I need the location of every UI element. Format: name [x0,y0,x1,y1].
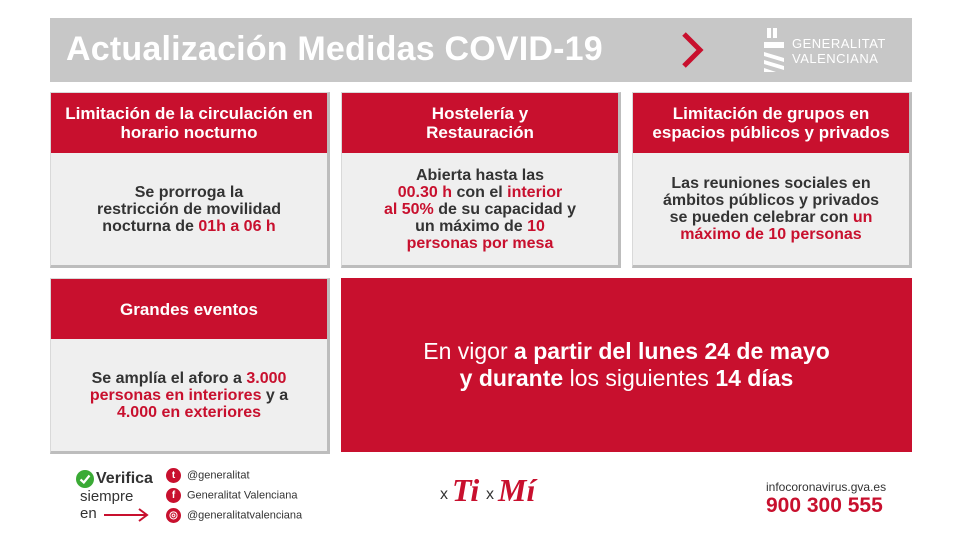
banner-bold: y durante [459,365,564,391]
body-text: nocturna de [102,217,199,235]
card-title-text [652,104,889,142]
card-title-text [426,104,534,142]
body-text: se pueden celebrar con [669,209,853,226]
en-label: en [80,505,97,522]
card-large-events-body [51,339,327,451]
card-groups-title [633,93,909,153]
header-bar [50,18,912,82]
generalitat-logo [762,26,902,76]
body-text: Se amplía el aforo a [91,369,247,387]
banner-text: los siguientes [563,365,716,391]
body-text: Abierta hasta las [415,166,545,184]
slogan-x: x [440,486,448,503]
facebook-handle: Generalitat Valenciana [187,489,298,502]
card-hospitality-title [342,93,618,153]
card-title-text: Limitación de la circulación en horario nocturno [65,104,313,142]
body-text: y a [261,386,289,404]
verify-block [78,466,168,526]
social-twitter[interactable] [166,468,250,483]
instagram-handle: @generalitatvalenciana [187,509,303,522]
card-hospitality [341,92,621,268]
contact-phone[interactable]: 900 300 555 [766,494,883,517]
effective-date-banner [341,278,912,452]
body-highlight: interior [507,183,563,201]
social-instagram[interactable] [166,508,302,523]
generalitat-wordmark [792,36,886,66]
body-highlight: personas por mesa [406,234,554,252]
card-groups-body [633,153,909,265]
siempre-label: siempre [80,488,134,505]
slogan-x: x [486,486,494,503]
slogan-logo [440,470,560,520]
body-text: un máximo de [415,217,528,235]
slogan-mi: Mí [498,472,536,508]
title-line: Hostelería y [431,104,529,123]
page-title: Actualización Medidas COVID-19 [66,30,603,68]
slogan-ti: Ti [452,472,480,508]
arrow-right-icon [104,508,150,522]
contact-url[interactable]: infocoronavirus.gva.es [766,480,887,494]
twitter-handle: @generalitat [187,469,250,482]
social-facebook[interactable] [166,488,297,503]
card-curfew-body [51,153,327,265]
title-line: Limitación de grupos en [672,104,870,123]
banner-bold: a partir del lunes 24 de mayo [514,338,830,364]
body-highlight: 01h a 06 h [198,217,276,235]
body-highlight: 00.30 h [397,183,452,201]
body-text: restricción de movilidad [96,200,282,218]
body-highlight: 10 [527,217,545,235]
generalitat-emblem-icon [762,28,786,74]
body-text: de su capacidad y [433,200,577,218]
card-large-events-title [51,279,327,339]
twitter-icon: t [166,468,181,483]
body-highlight: 3.000 [246,369,287,387]
card-curfew-title [51,93,327,153]
body-text: Se prorroga la [134,183,244,201]
verifica-label: Verifica [96,470,153,487]
card-curfew [50,92,330,268]
body-text: Las reuniones sociales en [671,175,871,192]
check-circle-icon [76,470,94,488]
body-text: ámbitos públicos y privados [662,192,880,209]
body-text: con el [452,183,508,201]
banner-bold: 14 días [715,365,794,391]
body-highlight: al 50% [383,200,434,218]
chevron-right-icon [674,30,714,70]
card-title-text: Grandes eventos [120,299,258,319]
facebook-icon: f [166,488,181,503]
body-highlight: personas en interiores [89,386,262,404]
title-line: Restauración [426,123,534,142]
body-highlight: máximo de 10 personas [680,226,862,243]
body-highlight: un [852,209,873,226]
logo-line-2: VALENCIANA [792,51,879,66]
logo-line-1: GENERALITAT [792,36,886,51]
body-highlight: 4.000 en exteriores [116,403,262,421]
instagram-icon: ◎ [166,508,181,523]
card-hospitality-body [342,153,618,265]
title-line: espacios públicos y privados [652,123,890,142]
card-groups [632,92,912,268]
banner-text: En vigor [423,338,515,364]
card-large-events [50,278,330,454]
